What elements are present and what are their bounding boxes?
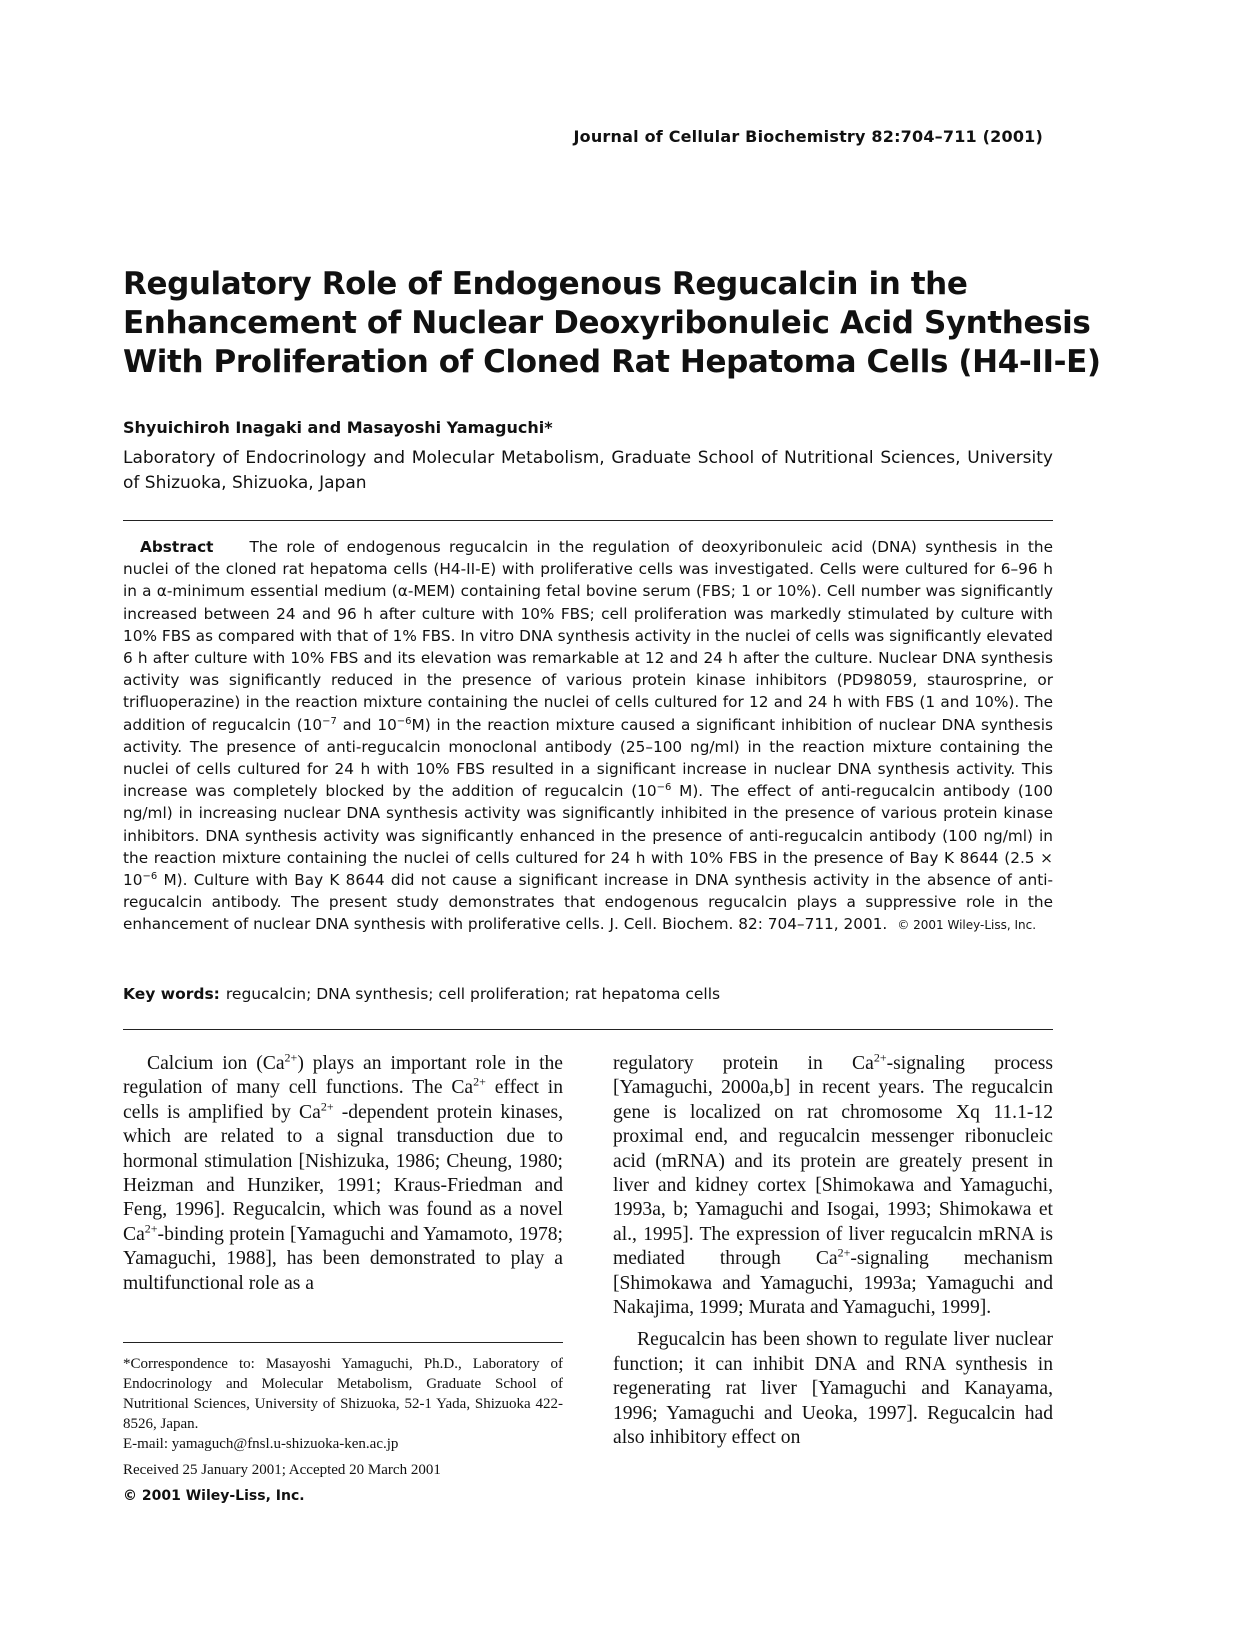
body-paragraph [613, 1052, 1053, 1320]
body-column-left [123, 1052, 563, 1296]
exponent: −7 [322, 715, 337, 727]
body-text: effect in cells is amplified by Ca [123, 1077, 563, 1123]
article-title [123, 265, 1101, 382]
superscript: 2+ [473, 1074, 486, 1089]
exponent: −6 [396, 715, 412, 727]
body-text: regulatory protein in Ca [613, 1053, 874, 1074]
divider [123, 520, 1053, 521]
body-column-right [613, 1052, 1053, 1451]
superscript: 2+ [284, 1050, 298, 1065]
superscript: 2+ [837, 1245, 851, 1260]
abstract-text: M). The effect of anti-regucalcin antibody (100 ng/ml) in increasing nuclear DNA synthesis activity was significantly inhibited in the presence of various protein kinase inhibitors. DNA synthesis activity was significantly enhanced in the presence of anti-regucalcin antibody (100 ng/ml) in the reaction mixture containing the nuclei of cells cultured for 24 h with 10% FBS in the presence of Bay K 8644 (2.5 × 10 [123, 782, 1053, 890]
abstract [123, 536, 1053, 937]
journal-citation: Journal of Cellular Biochemistry 82:704–711 (2001) [573, 127, 1043, 146]
body-text: Calcium ion (Ca [147, 1053, 285, 1074]
authors: Shyuichiroh Inagaki and Masayoshi Yamaguchi* [123, 418, 553, 437]
footnotes [123, 1354, 563, 1506]
received-dates: Received 25 January 2001; Accepted 20 March 2001 [123, 1462, 441, 1478]
correspondence-note: *Correspondence to: Masayoshi Yamaguchi, Ph.D., Laboratory of Endocrinology and Molecular Metabolism, Graduate School of Nutritional Sciences, University of Shizuoka, 52-1 Yada, Shizuoka 422-8526, Japan. [123, 1356, 563, 1432]
keywords-label: Key words: [123, 985, 220, 1003]
affiliation: Laboratory of Endocrinology and Molecular Metabolism, Graduate School of Nutritional Sciences, University of Shizuoka, Shizuoka, Japan [123, 448, 1053, 493]
body-text: ) plays an important role in the regulation of many cell functions. The Ca [123, 1053, 564, 1099]
email-address: E-mail: yamaguch@fnsl.u-shizuoka-ken.ac.jp [123, 1436, 399, 1452]
abstract-text: M) in the reaction mixture caused a significant inhibition of nuclear DNA synthesis activity. The presence of anti-regucalcin monoclonal antibody (25–100 ng/ml) in the reaction mixture containing the nuclei of cells cultured for 24 h with 10% FBS resulted in a significant increase in nuclear DNA synthesis activity. This increase was completely blocked by the addition of regucalcin (10 [123, 715, 1053, 801]
body-paragraph: Regucalcin has been shown to regulate liver nuclear function; it can inhibit DNA and RNA synthesis in regenerating rat liver [Yamaguchi and Kanayama, 1996; Yamaguchi and Ueoka, 1997]. Regucalcin had also inhibitory effect on [613, 1329, 1053, 1449]
body-text: -dependent protein kinases, which are related to a signal transduction due to hormonal stimulation [Nishizuka, 1986; Cheung, 1980; Heizman and Hunziker, 1991; Kraus-Friedman and Feng, 1996]. Regucalcin, which was found as a novel Ca [123, 1101, 564, 1245]
divider [123, 1029, 1053, 1030]
body-text: -signaling process [Yamaguchi, 2000a,b] in recent years. The regucalcin gene is localized on rat chromosome Xq 11.1-12 proximal end, and regucalcin messenger ribonucleic acid (mRNA) and its protein are greately present in liver and kidney cortex [Shimokawa and Yamaguchi, 1993a, b; Yamaguchi and Isogai, 1993; Shimokawa et al., 1995]. The expression of liver regucalcin mRNA is mediated through Ca [613, 1053, 1053, 1270]
body-text: -signaling mechanism [Shimokawa and Yamaguchi, 1993a; Yamaguchi and Nakajima, 1999; Murata and Yamaguchi, 1999]. [613, 1248, 1054, 1319]
title-line: Enhancement of Nuclear Deoxyribonuleic Acid Synthesis [123, 305, 1091, 341]
copyright-notice: © 2001 Wiley-Liss, Inc. [123, 1488, 305, 1504]
title-line: Regulatory Role of Endogenous Regucalcin in the [123, 266, 968, 302]
exponent: −6 [142, 870, 158, 882]
footnote-divider [123, 1342, 563, 1343]
abstract-text: The role of endogenous regucalcin in the regulation of deoxyribonuleic acid (DNA) synthesis in the nuclei of the cloned rat hepatoma cells (H4-II-E) with proliferative cells was investigated. Cells were cultured for 6–96 h in a α-minimum essential medium (α-MEM) containing fetal bovine serum (FBS; 1 or 10%). Cell number was significantly increased between 24 and 96 h after culture with 10% FBS; cell proliferation was markedly stimulated by culture with 10% FBS as compared with that of 1% FBS. In vitro DNA synthesis activity in the nuclei of cells was significantly elevated 6 h after culture with 10% FBS and its elevation was remarkable at 12 and 24 h after the culture. Nuclear DNA synthesis activity was significantly reduced in the presence of various protein kinase inhibitors (PD98059, staurosprine, or trifluoperazine) in the reaction mixture containing the nuclei of cells cultured for 12 and 24 h with FBS (1 and 10%). The addition of regucalcin (10 [123, 538, 1053, 734]
abstract-label: Abstract [140, 538, 214, 556]
title-line: With Proliferation of Cloned Rat Hepatoma Cells (H4-II-E) [123, 344, 1101, 380]
keywords [123, 985, 720, 1003]
body-paragraph [123, 1052, 563, 1296]
abstract-text: and 10 [336, 715, 397, 734]
abstract-copyright: © 2001 Wiley-Liss, Inc. [897, 918, 1037, 933]
abstract-text: M). Culture with Bay K 8644 did not cause a significant increase in DNA synthesis activity in the absence of anti-regucalcin antibody. The present study demonstrates that endogenous regucalcin plays a suppressive role in the enhancement of nuclear DNA synthesis with proliferative cells. J. Cell. Biochem. 82: 704–711, 2001. [123, 871, 1053, 934]
superscript: 2+ [320, 1099, 334, 1114]
superscript: 2+ [873, 1050, 887, 1065]
superscript: 2+ [144, 1221, 158, 1236]
body-text: -binding protein [Yamaguchi and Yamamoto, 1978; Yamaguchi, 1988], has been demonstrated to play a multifunctional role as a [123, 1223, 563, 1294]
keywords-text: regucalcin; DNA synthesis; cell proliferation; rat hepatoma cells [225, 985, 721, 1003]
exponent: −6 [656, 782, 672, 794]
